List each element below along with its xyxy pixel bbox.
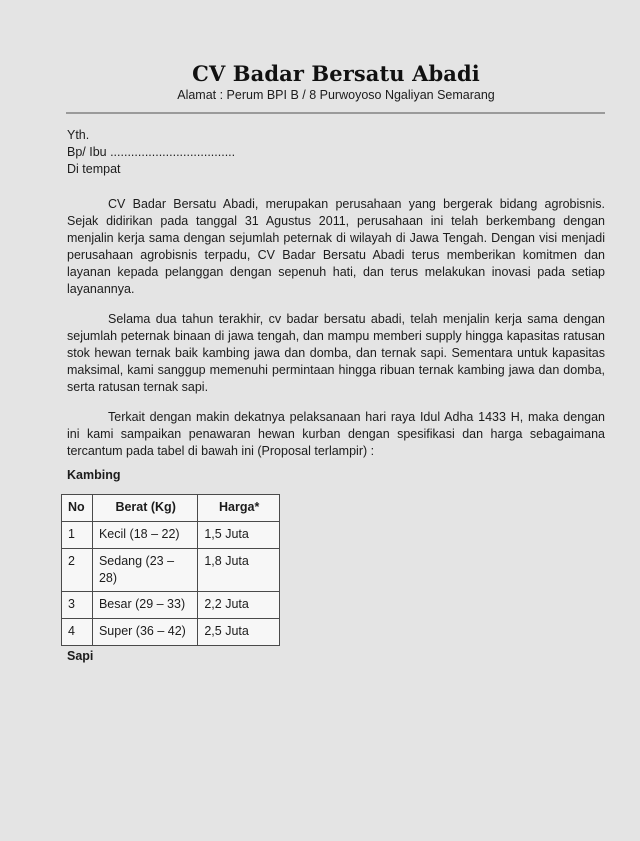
table-row [62, 619, 280, 646]
table-header-row [62, 495, 280, 522]
paragraph-company-profile: CV Badar Bersatu Abadi, merupakan perusahaan yang bergerak bidang agrobisnis. Sejak didirikan pada tanggal 31 Agustus 2011, perusahaan ini telah berkembang dengan menjalin kerja sama dengan sejumlah peternak di wilayah di Jawa Tengah. Dengan visi menjadi perusahaan agrobisnis terpadu, CV Badar Bersatu Abadi terus memberikan komitmen dan layanan kepada pelanggan dengan sepenuh hati, dan terus melakukan inovasi pada setiap layanannya. [67, 197, 605, 296]
cell-no: 3 [62, 592, 93, 619]
recipient-block [67, 127, 235, 178]
cell-berat: Kecil (18 – 22) [92, 522, 197, 549]
cell-berat: Besar (29 – 33) [92, 592, 197, 619]
letter-body [67, 196, 605, 473]
company-name: CV Badar Bersatu Abadi [192, 61, 480, 86]
column-header-no: No [62, 495, 93, 522]
cell-harga: 1,5 Juta [198, 522, 280, 549]
cell-berat: Sedang (23 – 28) [92, 549, 197, 592]
letterhead [0, 60, 640, 103]
kambing-heading: Kambing [67, 468, 121, 482]
column-header-harga: Harga* [198, 495, 280, 522]
letterhead-divider [66, 112, 605, 114]
company-address: Alamat : Perum BPI B / 8 Purwoyoso Ngaliyan Semarang [177, 88, 495, 102]
recipient-name-line: Bp/ Ibu .................................... [67, 145, 236, 159]
salutation-line: Yth. [67, 128, 90, 142]
cell-harga: 2,5 Juta [198, 619, 280, 646]
paragraph-capacity: Selama dua tahun terakhir, cv badar bersatu abadi, telah menjalin kerja sama dengan sejumlah peternak binaan di jawa tengah, dan mampu memberi supply hingga kapasitas ratusan stok hewan ternak baik kambing jawa dan domba, dan ternak sapi. Sementara untuk kapasitas maksimal, kami sanggup memenuhi permintaan hingga ribuan ternak kambing jawa dan domba, serta ratusan ternak sapi. [67, 312, 605, 394]
table-row [62, 522, 280, 549]
table-row [62, 549, 280, 592]
cell-harga: 2,2 Juta [198, 592, 280, 619]
cell-no: 2 [62, 549, 93, 592]
cell-harga: 1,8 Juta [198, 549, 280, 592]
kambing-price-table [61, 494, 280, 646]
table-row [62, 592, 280, 619]
sapi-heading: Sapi [67, 649, 94, 663]
cell-berat: Super (36 – 42) [92, 619, 197, 646]
paragraph-offer: Terkait dengan makin dekatnya pelaksanaan hari raya Idul Adha 1433 H, maka dengan ini kami sampaikan penawaran hewan kurban dengan spesifikasi dan harga sebagaimana tercantum pada tabel di bawah ini (Proposal terlampir) : [67, 410, 605, 458]
cell-no: 4 [62, 619, 93, 646]
column-header-berat: Berat (Kg) [92, 495, 197, 522]
recipient-location-line: Di tempat [67, 162, 121, 176]
cell-no: 1 [62, 522, 93, 549]
